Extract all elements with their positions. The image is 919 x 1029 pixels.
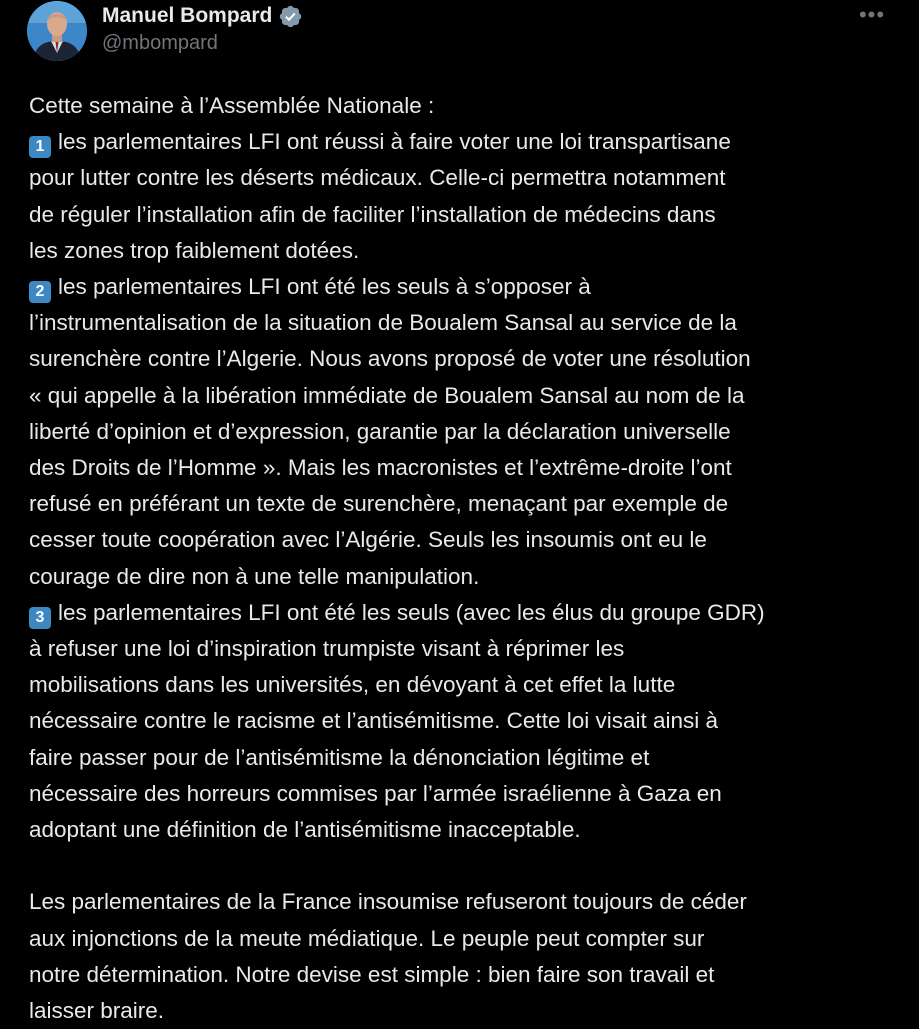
point-text: les parlementaires LFI ont réussi à faire voter une loi transpartisane bbox=[58, 129, 731, 155]
point-2-line bbox=[29, 486, 899, 522]
point-1-line bbox=[29, 124, 899, 160]
point-3-line bbox=[29, 631, 899, 667]
point-text: « qui appelle à la libération immédiate de Boualem Sansal au nom de la bbox=[29, 382, 745, 408]
conclusion-line: Les parlementaires de la France insoumise refuseront toujours de céder bbox=[29, 889, 747, 915]
point-3-line bbox=[29, 776, 899, 812]
point-text: de réguler l’installation afin de faciliter l’installation de médecins dans bbox=[29, 201, 716, 227]
point-2-line bbox=[29, 305, 899, 341]
conclusion-line: aux injonctions de la meute médiatique. Le peuple peut compter sur bbox=[29, 925, 705, 951]
point-1-line bbox=[29, 160, 899, 196]
point-2-line bbox=[29, 341, 899, 377]
tweet-header bbox=[0, 0, 919, 72]
point-text: nécessaire des horreurs commises par l’armée israélienne à Gaza en bbox=[29, 780, 722, 806]
keycap-2-icon: 2 bbox=[29, 281, 51, 303]
point-3-line bbox=[29, 595, 899, 631]
conclusion-line: notre détermination. Notre devise est simple : bien faire son travail et bbox=[29, 961, 715, 987]
avatar[interactable] bbox=[27, 1, 87, 61]
point-text: les zones trop faiblement dotées. bbox=[29, 237, 360, 263]
tweet-intro: Cette semaine à l’Assemblée Nationale : bbox=[29, 93, 435, 118]
author-handle[interactable]: @mbompard bbox=[102, 32, 218, 54]
point-text: courage de dire non à une telle manipulation. bbox=[29, 563, 480, 589]
keycap-1-icon: 1 bbox=[29, 136, 51, 158]
point-3-line bbox=[29, 703, 899, 739]
point-text: mobilisations dans les universités, en dévoyant à cet effet la lutte bbox=[29, 672, 676, 698]
point-text: les parlementaires LFI ont été les seuls (avec les élus du groupe GDR) bbox=[58, 599, 765, 625]
point-text: pour lutter contre les déserts médicaux. Celle-ci permettra notamment bbox=[29, 165, 726, 191]
point-2-line bbox=[29, 414, 899, 450]
display-name[interactable]: Manuel Bompard bbox=[102, 4, 273, 27]
point-text: adoptant une définition de l’antisémitisme inacceptable. bbox=[29, 817, 581, 843]
point-3-line bbox=[29, 667, 899, 703]
point-2-line bbox=[29, 559, 899, 595]
point-text: liberté d’opinion et d’expression, garantie par la déclaration universelle bbox=[29, 418, 731, 444]
point-2-line bbox=[29, 378, 899, 414]
author-name-row bbox=[102, 2, 303, 30]
point-2-line bbox=[29, 269, 899, 305]
point-text: à refuser une loi d’inspiration trumpiste visant à réprimer les bbox=[29, 636, 625, 662]
point-3-line bbox=[29, 812, 899, 848]
paragraph-spacer bbox=[29, 848, 899, 884]
profile-photo bbox=[27, 1, 87, 61]
point-text: l’instrumentalisation de la situation de Boualem Sansal au service de la bbox=[29, 310, 737, 336]
point-text: refusé en préférant un texte de surenchère, menaçant par exemple de bbox=[29, 491, 729, 517]
point-text: surenchère contre l’Algerie. Nous avons proposé de voter une résolution bbox=[29, 346, 751, 372]
more-options-button[interactable] bbox=[852, 0, 892, 30]
tweet-text bbox=[29, 88, 899, 1029]
conclusion-line: laisser braire. bbox=[29, 998, 165, 1024]
point-text: cesser toute coopération avec l’Algérie. Seuls les insoumis ont eu le bbox=[29, 527, 707, 553]
point-2-line bbox=[29, 450, 899, 486]
more-horizontal-icon: ••• bbox=[858, 2, 886, 27]
point-text: faire passer pour de l’antisémitisme la dénonciation légitime et bbox=[29, 744, 650, 770]
verified-badge-icon[interactable] bbox=[278, 4, 303, 29]
point-text: des Droits de l’Homme ». Mais les macronistes et l’extrême-droite l’ont bbox=[29, 455, 732, 481]
point-1-line bbox=[29, 197, 899, 233]
point-text: les parlementaires LFI ont été les seuls à s’opposer à bbox=[58, 274, 591, 300]
point-1-line bbox=[29, 233, 899, 269]
point-2-line bbox=[29, 522, 899, 558]
point-text: nécessaire contre le racisme et l’antisémitisme. Cette loi visait ainsi à bbox=[29, 708, 719, 734]
point-3-line bbox=[29, 740, 899, 776]
keycap-3-icon: 3 bbox=[29, 607, 51, 629]
